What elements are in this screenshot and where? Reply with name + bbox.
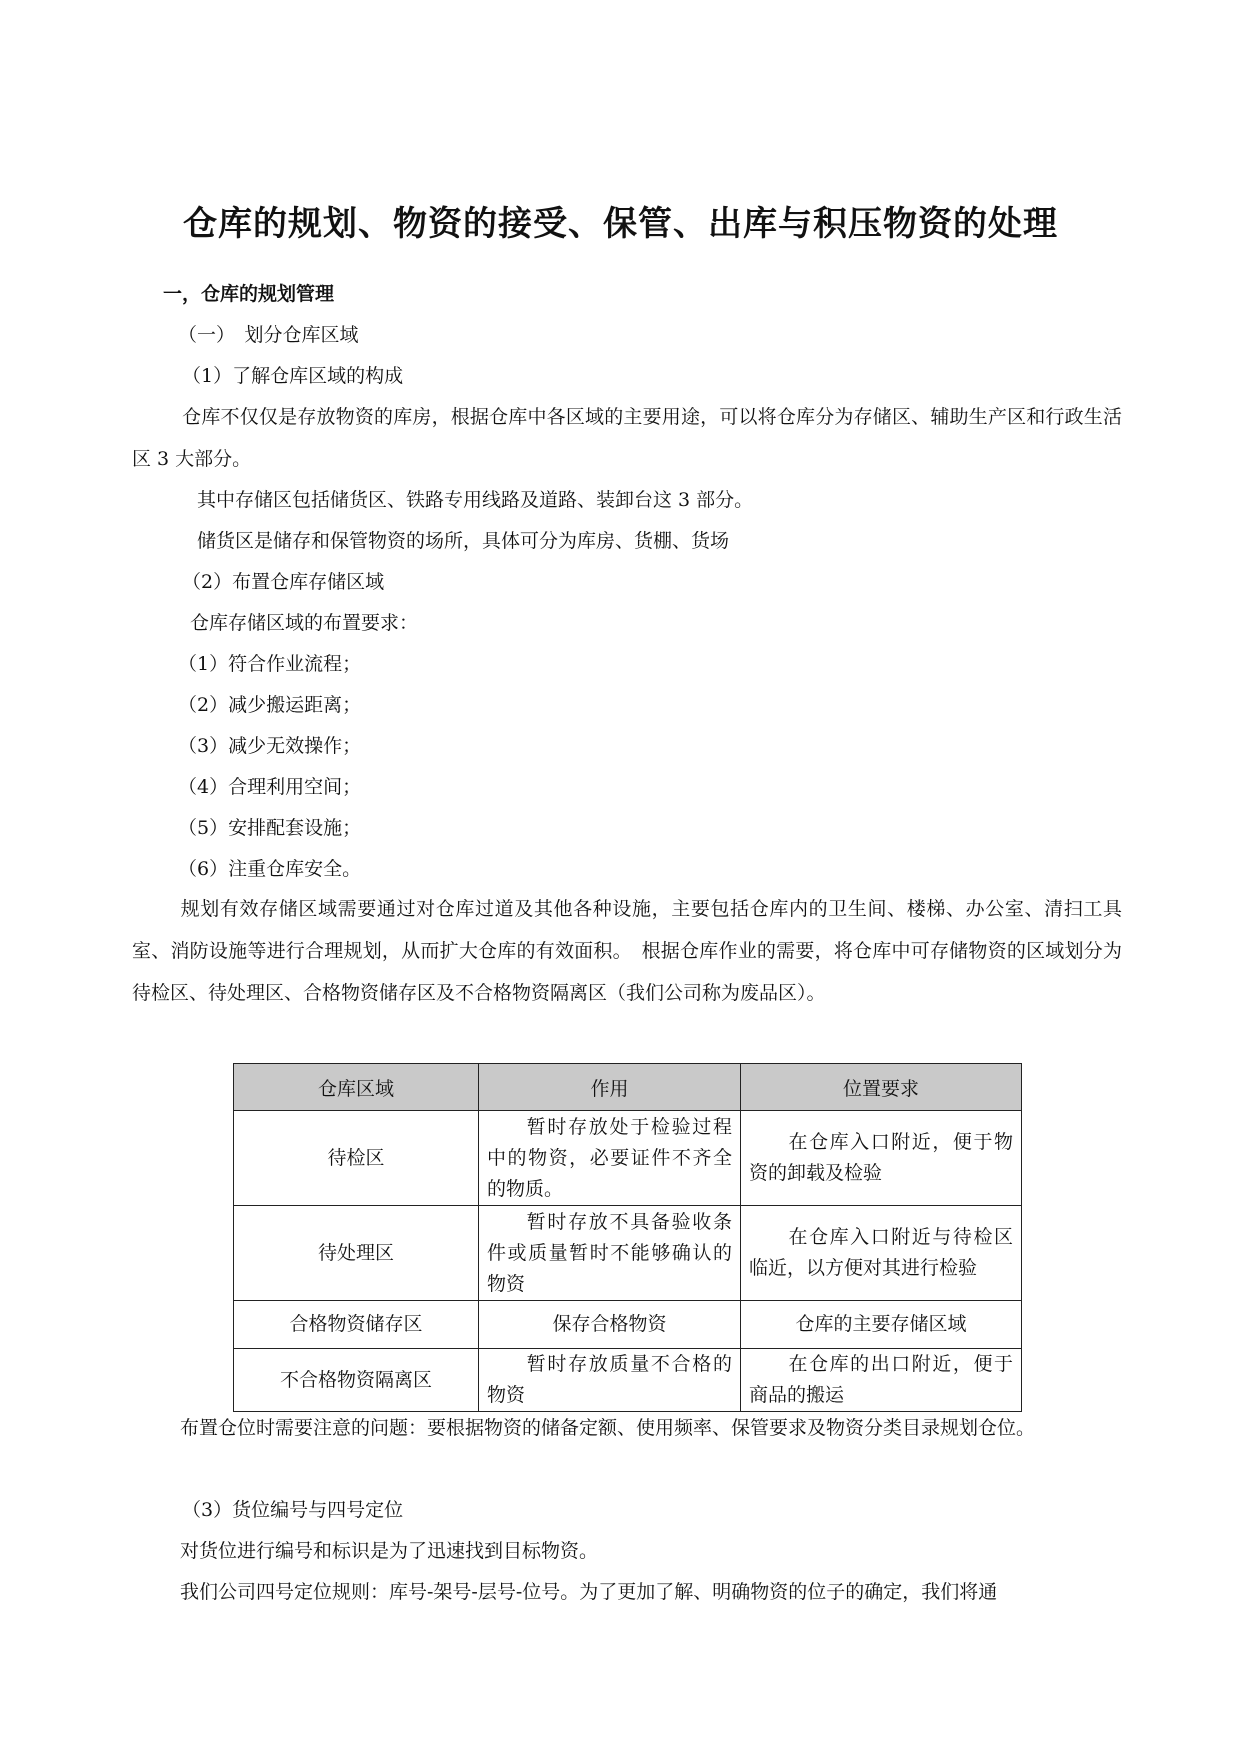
paragraph-1-text: 仓库不仅仅是存放物资的库房，根据仓库中各区域的主要用途，可以将仓库分为存储区、辅助生产区和行政生活区 3 大部分。 [132,406,1122,470]
requirement-item: （3）减少无效操作； [178,735,362,757]
table-row [234,1301,1022,1349]
item-heading-1: （1）了解仓库区域的构成 [182,365,404,387]
table-header-row [234,1064,1022,1111]
paragraph-3: 储货区是储存和保管物资的场所，具体可分为库房、货棚、货场 [197,530,730,552]
table-cell-location: 在仓库的出口附近，便于商品的搬运 [741,1349,1022,1412]
item-heading-2: （2）布置仓库存储区域 [182,571,385,593]
section-heading-1: 一，仓库的规划管理 [163,283,335,305]
table-cell-zone: 待检区 [234,1111,479,1206]
requirement-item: （4）合理利用空间； [178,776,362,798]
table-cell-zone: 待处理区 [234,1206,479,1301]
requirement-item: （2）减少搬运距离； [178,694,362,716]
table-cell-function: 保存合格物资 [479,1301,741,1349]
table-cell-zone: 不合格物资隔离区 [234,1349,479,1412]
requirement-item: （1）符合作业流程； [178,653,362,675]
table-cell-location: 仓库的主要存储区域 [741,1301,1022,1349]
paragraph-7: 我们公司四号定位规则：库号-架号-层号-位号。为了更加了解、明确物资的位子的确定，我们将通 [180,1581,998,1603]
table-header-cell: 作用 [479,1064,741,1111]
table-cell-function: 暂时存放处于检验过程中的物资，必要证件不齐全的物质。 [479,1111,741,1206]
paragraph-2: 其中存储区包括储货区、铁路专用线路及道路、装卸台这 3 部分。 [197,489,754,511]
table-cell-function: 暂时存放质量不合格的物资 [479,1349,741,1412]
paragraph-4 [132,888,1122,1014]
table-cell-zone: 合格物资储存区 [234,1301,479,1349]
paragraph-5-text: 布置仓位时需要注意的问题：要根据物资的储备定额、使用频率、保管要求及物资分类目录规划仓位。 [180,1417,1036,1439]
table-cell-location: 在仓库入口附近与待检区临近，以方便对其进行检验 [741,1206,1022,1301]
table-row [234,1349,1022,1412]
requirements-intro: 仓库存储区域的布置要求： [190,612,419,634]
table-header-cell: 仓库区域 [234,1064,479,1111]
subsection-heading: （一） 划分仓库区域 [178,324,359,346]
table-cell-function: 暂时存放不具备验收条件或质量暂时不能够确认的物资 [479,1206,741,1301]
table-cell-location: 在仓库入口附近，便于物资的卸载及检验 [741,1111,1022,1206]
item-heading-3: （3）货位编号与四号定位 [182,1499,404,1521]
requirement-item: （6）注重仓库安全。 [178,858,362,880]
paragraph-6: 对货位进行编号和标识是为了迅速找到目标物资。 [180,1540,599,1562]
paragraph-5 [132,1407,1122,1449]
document-title: 仓库的规划、物资的接受、保管、出库与积压物资的处理 [183,204,1058,244]
warehouse-zones-table [233,1063,1022,1412]
table-row [234,1206,1022,1301]
table-header-cell: 位置要求 [741,1064,1022,1111]
requirement-item: （5）安排配套设施； [178,817,362,839]
paragraph-1 [132,396,1122,480]
paragraph-4-text: 规划有效存储区域需要通过对仓库过道及其他各种设施，主要包括仓库内的卫生间、楼梯、办公室、清扫工具室、消防设施等进行合理规划，从而扩大仓库的有效面积。 根据仓库作业的需要，将仓库中可存储物资的区域划分为待检区、待处理区、合格物资储存区及不合格物资隔离区（我们公司称为废品区）。 [132,898,1122,1004]
table-row [234,1111,1022,1206]
